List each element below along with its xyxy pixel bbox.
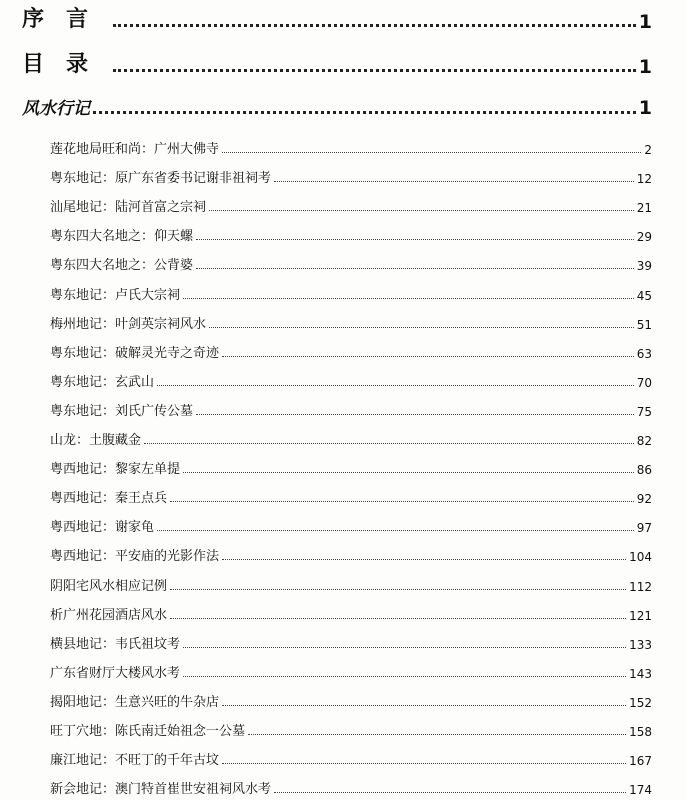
dot-leader: [183, 471, 634, 473]
dot-leader: [183, 297, 634, 299]
entry-title: 汕尾地记：陆河首富之宗祠: [50, 200, 207, 216]
entry-title: 粤西地记：黎家左单提: [50, 462, 181, 478]
toc-entry[interactable]: [50, 371, 652, 390]
dot-leader: [196, 267, 634, 269]
entry-title: 旺丁穴地：陈氏南迁始祖念一公墓: [50, 724, 246, 739]
toc-entry[interactable]: [50, 458, 652, 477]
page-number: 45: [636, 288, 652, 303]
entry-title: 莲花地局旺和尚：广州大佛寺: [50, 142, 220, 157]
heading-title: 序言: [22, 7, 111, 32]
toc-entry[interactable]: [50, 691, 652, 710]
toc-section-heading[interactable]: [22, 94, 652, 119]
entry-title: 廉江地记：不旺丁的千年古坟: [50, 753, 220, 769]
dot-leader: [144, 442, 634, 444]
dot-leader: [113, 68, 636, 72]
page-number: 70: [636, 375, 652, 390]
entry-title: 析广州花园酒店风水: [50, 607, 168, 623]
entry-title: 粤西地记：谢家龟: [50, 520, 155, 536]
page-number: 112: [629, 579, 652, 594]
entry-title: 粤东地记：玄武山: [50, 374, 155, 390]
page-number: 92: [636, 492, 652, 507]
dot-leader: [113, 23, 636, 27]
dot-leader: [222, 558, 626, 560]
entry-title: 粤东四大名地之：公背婆: [50, 258, 194, 274]
dot-leader: [170, 617, 626, 619]
page-number: 86: [636, 463, 652, 478]
toc-entry[interactable]: [50, 400, 652, 419]
dot-leader: [157, 529, 634, 531]
toc-entry[interactable]: [50, 487, 652, 506]
dot-leader: [183, 646, 626, 648]
toc-entry[interactable]: [50, 342, 652, 361]
page-number: 1: [638, 56, 652, 78]
entry-title: 粤东四大名地之：仰天螺: [50, 229, 194, 245]
page-number: 104: [629, 550, 652, 565]
page-number: 97: [636, 521, 652, 536]
heading-title: 目录: [22, 52, 111, 77]
toc-entry[interactable]: [50, 720, 652, 739]
entry-title: 横县地记：韦氏祖坟考: [50, 636, 181, 652]
dot-leader: [248, 733, 626, 735]
toc-entry[interactable]: [50, 429, 652, 448]
dot-leader: [196, 413, 634, 415]
entry-title: 梅州地记：叶剑英宗祠风水: [50, 316, 207, 332]
toc-entry[interactable]: [50, 138, 652, 157]
dot-leader: [274, 791, 626, 793]
page-number: 167: [629, 754, 652, 769]
page-number: 152: [629, 695, 652, 710]
entry-title: 揭阳地记：生意兴旺的牛杂店: [50, 694, 220, 710]
dot-leader: [157, 384, 634, 386]
toc-entry[interactable]: [50, 225, 652, 244]
page-number: 121: [629, 608, 652, 623]
page-number: 63: [636, 346, 652, 361]
page-number: 1: [638, 97, 652, 119]
dot-leader: [222, 355, 634, 357]
page-number: 158: [629, 725, 652, 739]
toc-entry[interactable]: [50, 749, 652, 768]
toc-entry[interactable]: [50, 662, 652, 681]
toc-entry[interactable]: [50, 313, 652, 332]
toc-entry[interactable]: [50, 604, 652, 623]
page-number: 75: [636, 404, 652, 419]
toc-entry[interactable]: [50, 545, 652, 564]
toc-heading-preface[interactable]: [22, 2, 652, 33]
page-number: 82: [636, 434, 652, 448]
entry-title: 山龙：土腹藏金: [50, 433, 142, 448]
dot-leader: [209, 326, 634, 328]
page-number: 12: [636, 172, 652, 187]
page-number: 29: [636, 230, 652, 245]
page-number: 39: [636, 259, 652, 274]
page-number: 133: [629, 637, 652, 652]
dot-leader: [209, 209, 634, 211]
entry-title: 粤西地记：秦王点兵: [50, 491, 168, 507]
entry-title: 粤东地记：原广东省委书记谢非祖祠考: [50, 171, 272, 187]
entry-title: 粤西地记：平安庙的光影作法: [50, 549, 220, 565]
entry-title: 粤东地记：刘氏广传公墓: [50, 403, 194, 419]
dot-leader: [170, 500, 634, 502]
section-title: 风水行记: [22, 99, 90, 119]
dot-leader: [222, 762, 626, 764]
dot-leader: [222, 151, 641, 153]
toc-entry[interactable]: [50, 575, 652, 594]
page-number: 51: [636, 317, 652, 332]
page-number: 143: [629, 666, 652, 681]
dot-leader: [196, 238, 634, 240]
toc-entry[interactable]: [50, 516, 652, 535]
page-number: 21: [636, 201, 652, 216]
toc-entry[interactable]: [50, 254, 652, 273]
entry-title: 粤东地记：破解灵光寺之奇迹: [50, 345, 220, 361]
toc-entry[interactable]: [50, 284, 652, 303]
dot-leader: [170, 588, 626, 590]
dot-leader: [274, 180, 634, 182]
dot-leader: [183, 675, 626, 677]
page-number: 174: [629, 783, 652, 798]
page-number: 2: [644, 143, 652, 157]
toc-entry[interactable]: [50, 778, 652, 797]
page-number: 1: [638, 11, 652, 33]
entry-title: 粤东地记：卢氏大宗祠: [50, 287, 181, 303]
toc-entry[interactable]: [50, 633, 652, 652]
dot-leader: [222, 704, 626, 706]
entry-title: 新会地记：澳门特首崔世安祖祠风水考: [50, 782, 272, 798]
toc-entry[interactable]: [50, 196, 652, 215]
entry-title: 广东省财厅大楼风水考: [50, 665, 181, 681]
dot-leader: [93, 110, 636, 114]
toc-entry[interactable]: [50, 167, 652, 186]
entry-title: 阴阳宅风水相应记例: [50, 578, 168, 594]
toc-heading-contents[interactable]: [22, 47, 652, 78]
